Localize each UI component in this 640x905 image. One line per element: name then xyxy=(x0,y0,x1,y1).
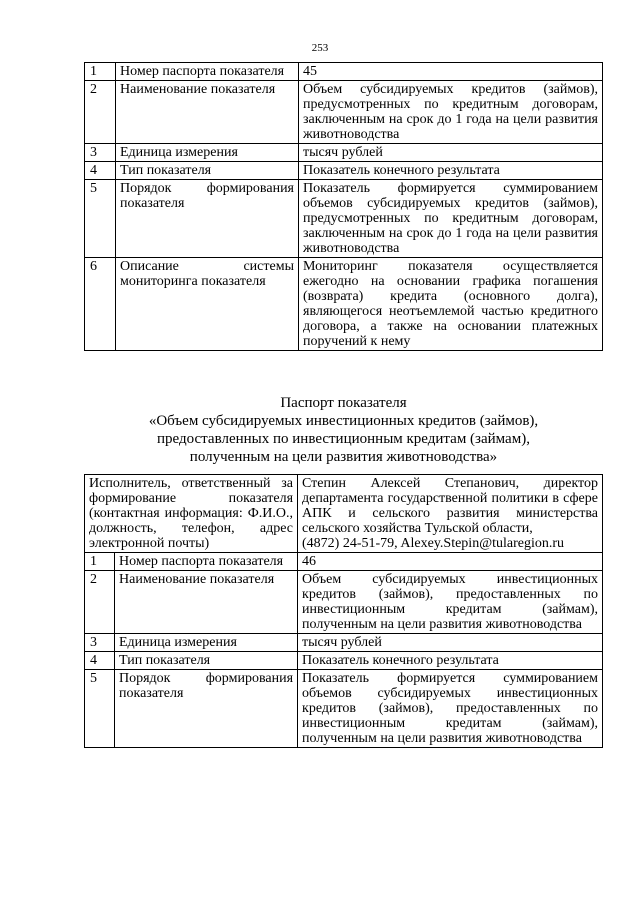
executor-row xyxy=(85,475,603,553)
table-row xyxy=(85,258,603,351)
row-number: 5 xyxy=(85,180,116,258)
row-number: 1 xyxy=(85,63,116,81)
table-row xyxy=(85,81,603,144)
row-value: Показатель конечного результата xyxy=(298,652,603,670)
row-value: Показатель формируется суммированием объемов субсидируемых инвестиционных кредитов (займов), предоставленных по инвестиционным кредитам (займам), полученным на цели развития животноводства xyxy=(298,670,603,748)
row-value: Мониторинг показателя осуществляется ежегодно на основании графика погашения (возврата) кредита (основного долга), являющегося неотъемлемой частью кредитного договора, а также на основании платежных поручений к нему xyxy=(299,258,603,351)
row-label: Тип показателя xyxy=(115,652,298,670)
passport-table-46 xyxy=(84,474,603,748)
row-value: 46 xyxy=(298,553,603,571)
row-label: Порядок формирования показателя xyxy=(115,670,298,748)
heading-line: полученным на цели развития животноводства» xyxy=(189,449,498,465)
row-value: тысяч рублей xyxy=(299,144,603,162)
row-number: 2 xyxy=(85,571,115,634)
row-label: Наименование показателя xyxy=(115,571,298,634)
row-label: Наименование показателя xyxy=(116,81,299,144)
table-row xyxy=(85,634,603,652)
row-label: Единица измерения xyxy=(116,144,299,162)
executor-value: Степин Алексей Степанович, директор департамента государственной политики в сфере АПК и сельского развития министерства сельского хозяйства Тульской области, xyxy=(302,476,598,536)
row-number: 4 xyxy=(85,652,115,670)
row-label: Порядок формирования показателя xyxy=(116,180,299,258)
row-label: Описание системы мониторинга показателя xyxy=(116,258,299,351)
row-number: 3 xyxy=(85,634,115,652)
row-number: 3 xyxy=(85,144,116,162)
executor-contact: (4872) 24-51-79, Alexey.Stepin@tularegion.ru xyxy=(302,536,565,551)
table-row xyxy=(85,180,603,258)
table-row xyxy=(85,571,603,634)
row-label: Единица измерения xyxy=(115,634,298,652)
row-value: Показатель конечного результата xyxy=(299,162,603,180)
executor-label: Исполнитель, ответственный за формирование показателя (контактная информация: Ф.И.О., должность, телефон, адрес электронной почты) xyxy=(85,475,298,553)
row-value: Объем субсидируемых инвестиционных кредитов (займов), предоставленных по инвестиционным кредитам (займам), полученным на цели развития животноводства xyxy=(298,571,603,634)
row-number: 2 xyxy=(85,81,116,144)
row-number: 1 xyxy=(85,553,115,571)
table-row xyxy=(85,670,603,748)
heading-line: предоставленных по инвестиционным кредитам (займам), xyxy=(157,431,530,447)
row-value: Показатель формируется суммированием объемов субсидируемых кредитов (займов), предусмотренных по кредитным договорам, заключенным на срок до 1 года на цели развития животноводства xyxy=(299,180,603,258)
row-number: 5 xyxy=(85,670,115,748)
heading-title: Паспорт показателя xyxy=(280,395,407,411)
table-row xyxy=(85,63,603,81)
row-label: Номер паспорта показателя xyxy=(115,553,298,571)
heading-line: «Объем субсидируемых инвестиционных кредитов (займов), xyxy=(148,413,539,429)
table-row xyxy=(85,162,603,180)
table-row xyxy=(85,144,603,162)
table-row xyxy=(85,553,603,571)
row-value: Объем субсидируемых кредитов (займов), предусмотренных по кредитным договорам, заключенным на срок до 1 года на цели развития животноводства xyxy=(299,81,603,144)
row-value: тысяч рублей xyxy=(298,634,603,652)
row-number: 4 xyxy=(85,162,116,180)
row-label: Тип показателя xyxy=(116,162,299,180)
page-number: 253 xyxy=(311,42,329,54)
row-value: 45 xyxy=(299,63,603,81)
table-row xyxy=(85,652,603,670)
passport-heading xyxy=(84,394,603,466)
row-number: 6 xyxy=(85,258,116,351)
executor-cell xyxy=(298,475,603,553)
row-label: Номер паспорта показателя xyxy=(116,63,299,81)
passport-table-45 xyxy=(84,62,603,351)
